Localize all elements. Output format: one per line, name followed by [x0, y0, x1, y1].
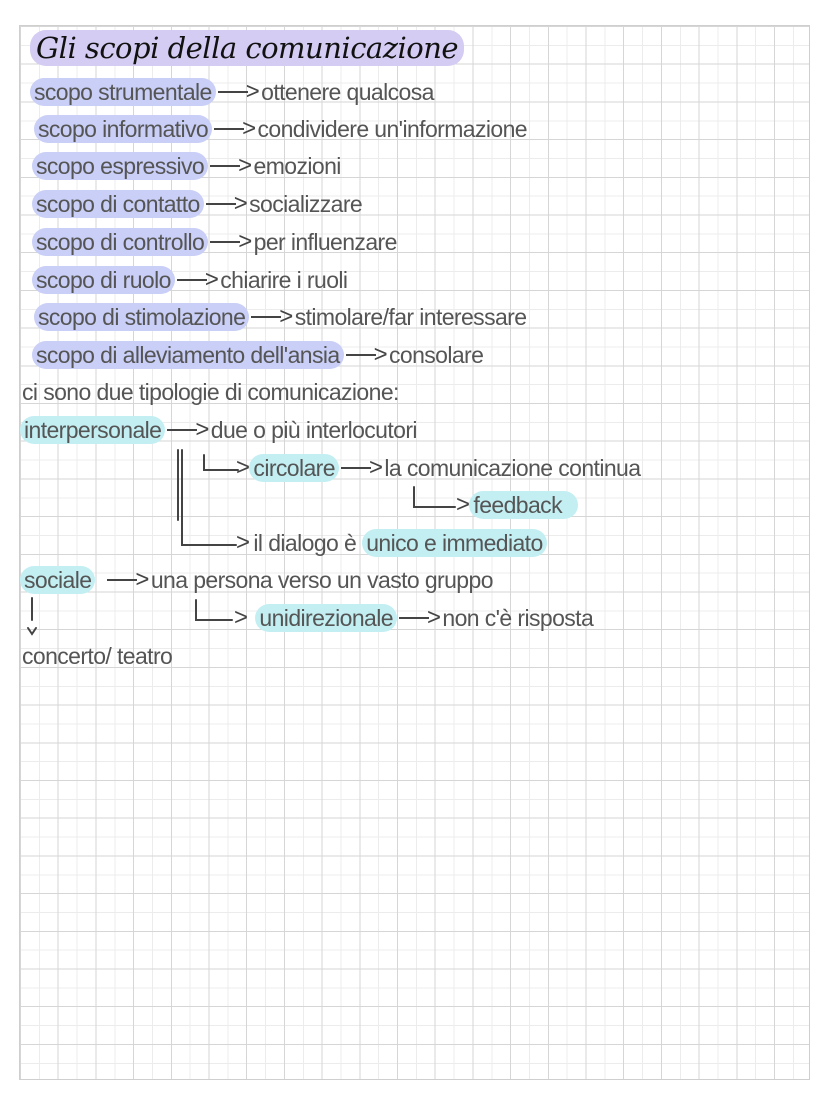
scopo-label: scopo di stimolazione [34, 303, 249, 331]
sociale-label: sociale [20, 566, 95, 594]
scopo-meaning: per influenzare [253, 228, 397, 255]
tipologie-intro: ci sono due tipologie di comunicazione: [22, 378, 399, 405]
sociale-meaning: una persona verso un vasto gruppo [150, 566, 493, 593]
arrow-icon: > [399, 606, 440, 630]
arrow-head-icon: > [236, 454, 250, 481]
arrow-head-icon: > [234, 604, 248, 631]
arrow-icon: > [177, 268, 218, 292]
arrow-icon: > [341, 456, 382, 480]
branch-line [182, 450, 236, 545]
arrow-icon: > [251, 305, 292, 329]
page-title: Gli scopi della comunicazione [30, 30, 464, 66]
scopo-meaning: socializzare [249, 190, 363, 217]
arrow-icon: > [107, 568, 148, 592]
scopo-label: scopo di alleviamento dell'ansia [32, 341, 344, 369]
arrow-icon: > [167, 418, 208, 442]
unidirezionale-label: unidirezionale [255, 604, 397, 632]
arrow-icon: > [218, 80, 259, 104]
arrow-icon: > [346, 343, 387, 367]
scopo-label: scopo di ruolo [32, 266, 175, 294]
dialogo-highlight: unico e immediato [362, 529, 546, 557]
interpersonale-meaning: due o più interlocutori [210, 416, 417, 443]
scopo-meaning: ottenere qualcosa [261, 78, 434, 105]
arrow-head-icon: > [456, 491, 470, 518]
circolare-label: circolare [249, 454, 339, 482]
scopo-label: scopo di controllo [32, 228, 208, 256]
scopo-meaning: condividere un'informazione [257, 115, 527, 142]
unidirezionale-meaning: non c'è risposta [442, 604, 594, 631]
scopo-meaning: chiarire i ruoli [220, 266, 348, 293]
branch-line [204, 455, 238, 470]
scopo-meaning: consolare [388, 341, 484, 368]
scopo-meaning: emozioni [253, 152, 341, 179]
arrow-head-icon: > [236, 529, 250, 556]
scopo-label: scopo strumentale [30, 78, 216, 106]
scopo-label: scopo di contatto [32, 190, 204, 218]
down-arrow-icon [28, 598, 36, 634]
branch-line [414, 487, 455, 507]
arrow-icon: > [210, 154, 251, 178]
arrow-icon: > [214, 117, 255, 141]
feedback-label: feedback [469, 491, 578, 519]
circolare-meaning: la comunicazione continua [384, 454, 641, 481]
scopo-meaning: stimolare/far interessare [294, 303, 527, 330]
dialogo-prefix: il dialogo è [253, 529, 357, 556]
arrow-icon: > [206, 192, 247, 216]
arrow-icon: > [210, 230, 251, 254]
scopo-label: scopo espressivo [32, 152, 208, 180]
interpersonale-label: interpersonale [20, 416, 165, 444]
sociale-example: concerto/ teatro [22, 642, 173, 669]
branch-line [196, 600, 232, 620]
scopo-label: scopo informativo [34, 115, 212, 143]
